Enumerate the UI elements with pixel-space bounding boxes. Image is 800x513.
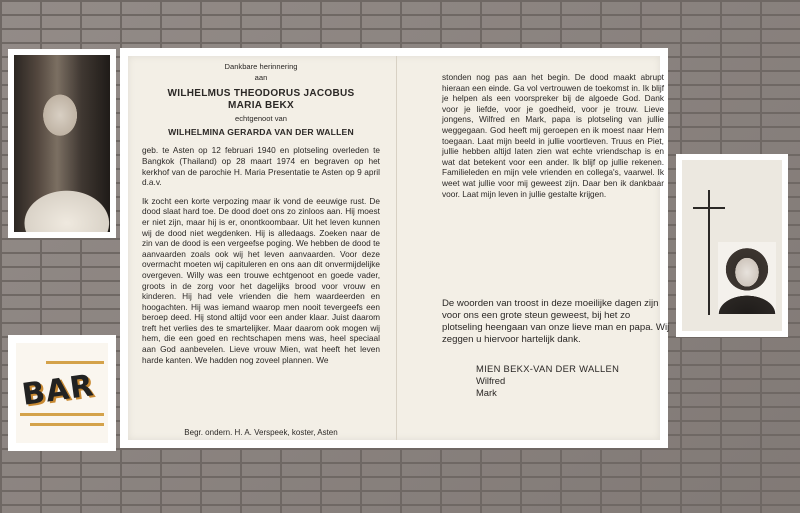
signature-wilfred: Wilfred xyxy=(476,375,506,386)
bar-logo xyxy=(16,343,108,443)
left-page xyxy=(142,62,380,365)
logo-streak xyxy=(30,423,104,426)
thanks-text: De woorden van troost in deze moeilijke dagen zijn voor ons een grote steun geweest, bij het zo plotseling heengaan van onze lieve man en papa. Wij zeggen u hiervoor hartelijk dank. xyxy=(442,298,670,345)
right-page xyxy=(442,72,664,199)
card-paper xyxy=(128,56,670,440)
spouse-name: WILHELMINA GERARDA VAN DER WALLEN xyxy=(168,126,354,137)
logo-text: BAR xyxy=(19,368,97,413)
logo-streak xyxy=(46,361,104,364)
memorial-card xyxy=(120,48,668,448)
portrait-photo-frame xyxy=(8,49,116,238)
signature-mark: Mark xyxy=(476,387,497,398)
card-footer: Begr. ondern. H. A. Verspeek, koster, Asten xyxy=(184,428,338,437)
signature-mien: MIEN BEKX-VAN DER WALLEN xyxy=(476,363,620,374)
portrait-photo xyxy=(14,55,110,232)
card-fold xyxy=(396,56,397,440)
cross-card xyxy=(682,160,782,331)
cross-card-frame xyxy=(676,154,788,337)
signatures xyxy=(476,363,619,399)
bio-text: geb. te Asten op 12 februari 1940 en plotseling overleden te Bangkok (Thailand) op 28 maart 1974 en begraven op het kerkhof van de parochie H. Maria Presentatie te Asten op 9 april d.a.v. xyxy=(142,145,380,188)
card-heading: Dankbare herinnering xyxy=(224,62,298,71)
logo-streak xyxy=(20,413,104,416)
memorial-text-right: stonden nog pas aan het begin. De dood maakt abrupt hieraan een einde. Ga vol vertrouwen de toekomst in. Ik blijf je helpen als een voorspreker bij de algoede God. Dank voor je liefde, voor je goedheid, voor je trouw. Lieve jongens, Wilfred en Mark, papa is plotseling van jullie weggegaan. God heeft mij geroepen en ik moest naar Hem toegaan. Laat mijn beeld in jullie voortleven. Truus en Piet, jullie hebben altijd laten zien wat echte vriendschap is en wat dat betekent voor een ander. Ik blijf op jullie rekenen. Familieleden en mijn vele vrienden en collega's, vaarwel. Ik weet wat jullie voor mij geweest zijn. Daar ben ik dankbaar voor. Laat mijn leven in jullie gestalte krijgen. xyxy=(442,72,664,199)
cross-icon-bar xyxy=(693,207,725,209)
woman-photo xyxy=(718,242,776,314)
deceased-name-line2: MARIA BEKX xyxy=(228,100,294,112)
memorial-text-left: Ik zocht een korte verpozing maar ik vond de eeuwige rust. De dood slaat hard toe. De dood doet ons zo zinloos aan. Hij moest er niet zijn, maar hij is er, onontkoombaar. Uit het leven kunnen wij de dood niet wegdenken. Hij is alledaags. Zoeken naar de zin van de dood is een vergeefse poging. We hebben de dood te aanvaarden zoals ook wij het leven aanvaarden. Voor deze overmacht moeten wij capituleren en ons aan dit onvermijdelijke overgeven. Willy was een trouwe echtgenoot en goede vader, groots in de zorg voor het dagelijks brood voor vrouw en kinderen. Hij had vele vrienden die hem waardeerden en hoogachten. Hij was iemand waarop men nooit tevergeefs een beroep deed. Hij stond altijd voor een ander klaar. Juist daarom treft het verlies des te smartelijker. Maar daarom ook mogen wij hem, die een goed en rechtschapen mens was, heel speciaal aan God aanbevelen. Lieve vrouw Mien, wat heeft het leven harde kanten. We hadden nog zoveel plannen. We xyxy=(142,195,380,365)
bar-logo-frame xyxy=(8,335,116,451)
spouse-intro: echtgenoot van xyxy=(235,114,287,124)
card-aan: aan xyxy=(254,72,268,82)
deceased-name-line1: WILHELMUS THEODORUS JACOBUS xyxy=(167,88,355,100)
